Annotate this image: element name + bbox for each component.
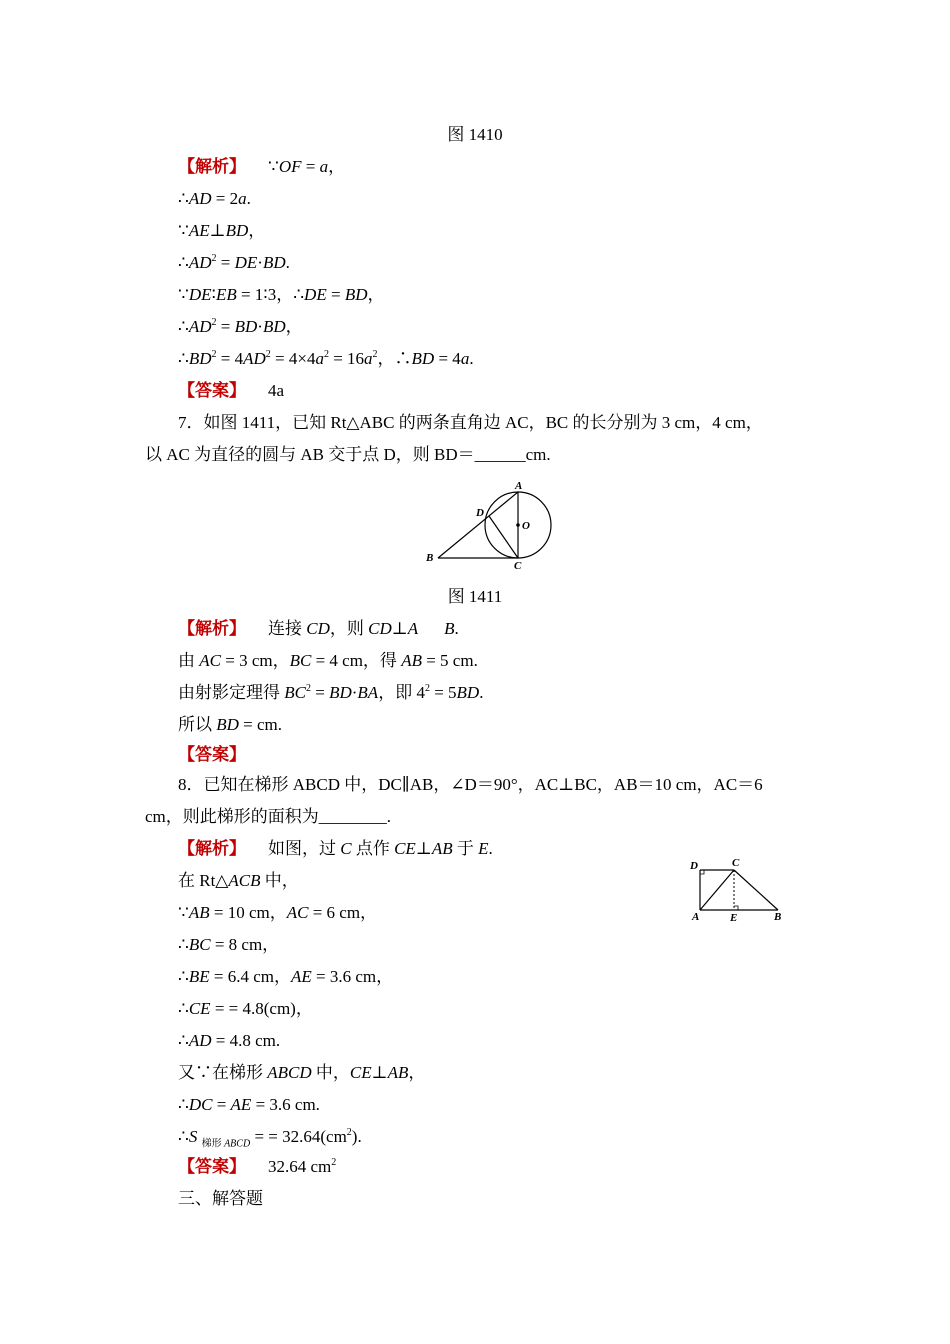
solution-7-line-1: 【解析】 连接 CD，则 CD⊥A B.	[178, 619, 459, 638]
answer-label: 【答案】	[178, 1157, 246, 1176]
solution-6-line-7: $\therefore BD^2 = 4AD^2 = 4\times 4a^2 = 16a^2$，∴BD = 4a.	[178, 349, 474, 368]
question-7-line-2: 以 AC 为直径的圆与 AB 交于点 D，则 BD＝______cm.	[145, 445, 551, 464]
label-c: C	[732, 857, 740, 869]
label-d: D	[690, 860, 698, 872]
label-d: D	[476, 507, 484, 519]
label-c: C	[514, 560, 522, 572]
label-b: B	[774, 911, 782, 923]
segment-cd	[489, 516, 518, 558]
label-b: B	[426, 552, 434, 564]
solution-7-line-2: 由 AC = 3 cm，BC = 4 cm，得 AB = 5 cm.	[178, 651, 478, 670]
trapezoid-figure	[688, 856, 788, 926]
solution-8-line-1: 【解析】 如图，过 C 点作 CE⊥AB 于 E.	[178, 839, 493, 858]
answer-8: 【答案】 32.64 $cm^2$	[178, 1157, 337, 1176]
section-heading-3: 三、解答题	[178, 1189, 263, 1208]
solution-6-line-5: ∵DE∶EB = 1∶3，∴DE = BD，	[178, 285, 385, 304]
figure-1411	[420, 478, 560, 572]
solution-7-line-4: 所以 BD = cm.	[178, 715, 283, 734]
answer-6	[178, 380, 284, 402]
solution-8-line-10: ∴S $_{梯形 ABCD}$ = = $32.64(cm^2)$.	[178, 1127, 362, 1150]
diagonal-ac	[700, 870, 734, 910]
question-8-line-2: cm，则此梯形的面积为________.	[145, 807, 392, 826]
analysis-label: 【解析】	[178, 619, 246, 638]
label-a: A	[692, 911, 700, 923]
label-o: O	[522, 520, 530, 532]
answer-8-value: 32.64 cm	[268, 1157, 332, 1176]
center-point	[516, 523, 520, 527]
solution-7-line-3: 由射影定理得 $BC^2 = BD\cdot BA$，即 $4^2 = 5BD$.	[178, 683, 484, 702]
label-a: A	[515, 480, 523, 492]
side-cb	[734, 870, 778, 910]
figure-caption-1411: 图 1411	[447, 587, 503, 606]
solution-8-line-9: ∴DC = AE = 3.6 cm.	[178, 1095, 320, 1114]
solution-8-line-5: ∴BE = 6.4 cm，AE = 3.6 cm，	[178, 967, 394, 986]
solution-6-line-1: 【解析】 ∵OF = a，	[178, 157, 346, 176]
answer-7	[178, 744, 246, 766]
solution-8-line-3: ∵AB = 10 cm，AC = 6 cm，	[178, 903, 378, 922]
analysis-label: 【解析】	[178, 839, 246, 858]
answer-label: 【答案】	[178, 745, 246, 764]
answer-6-value: 4a	[268, 381, 285, 400]
solution-8-line-6: ∴CE = = 4.8(cm)，	[178, 999, 313, 1018]
solution-6-line-4: $\therefore AD^2 = DE\cdot BD$.	[178, 253, 290, 272]
figure-caption-1410: 图 1410	[447, 125, 503, 144]
question-7-line-1: 7．如图 1411，已知 Rt△ABC 的两条直角边 AC，BC 的长分别为 3 cm，4 cm，	[178, 413, 763, 432]
solution-8-line-8: 又∵在梯形 ABCD 中，CE⊥AB，	[178, 1063, 426, 1082]
solution-8-line-2: 在 Rt△ACB 中，	[178, 871, 299, 890]
solution-6-line-6: $\therefore AD^2 = BD\cdot BD$，	[178, 317, 303, 336]
analysis-label: 【解析】	[178, 157, 246, 176]
solution-8-line-7: ∴AD = 4.8 cm.	[178, 1031, 281, 1050]
solution-6-line-3: ∵AE⊥BD，	[178, 221, 266, 240]
segment-ab	[438, 492, 518, 558]
answer-label: 【答案】	[178, 381, 246, 400]
question-8-line-1: 8．已知在梯形 ABCD 中，DC∥AB，∠D＝90°，AC⊥BC，AB＝10 cm，AC＝6	[178, 775, 763, 794]
solution-8-line-4: ∴BC = 8 cm，	[178, 935, 280, 954]
label-e: E	[730, 912, 738, 924]
solution-6-line-2: ∴AD = 2a.	[178, 189, 251, 208]
